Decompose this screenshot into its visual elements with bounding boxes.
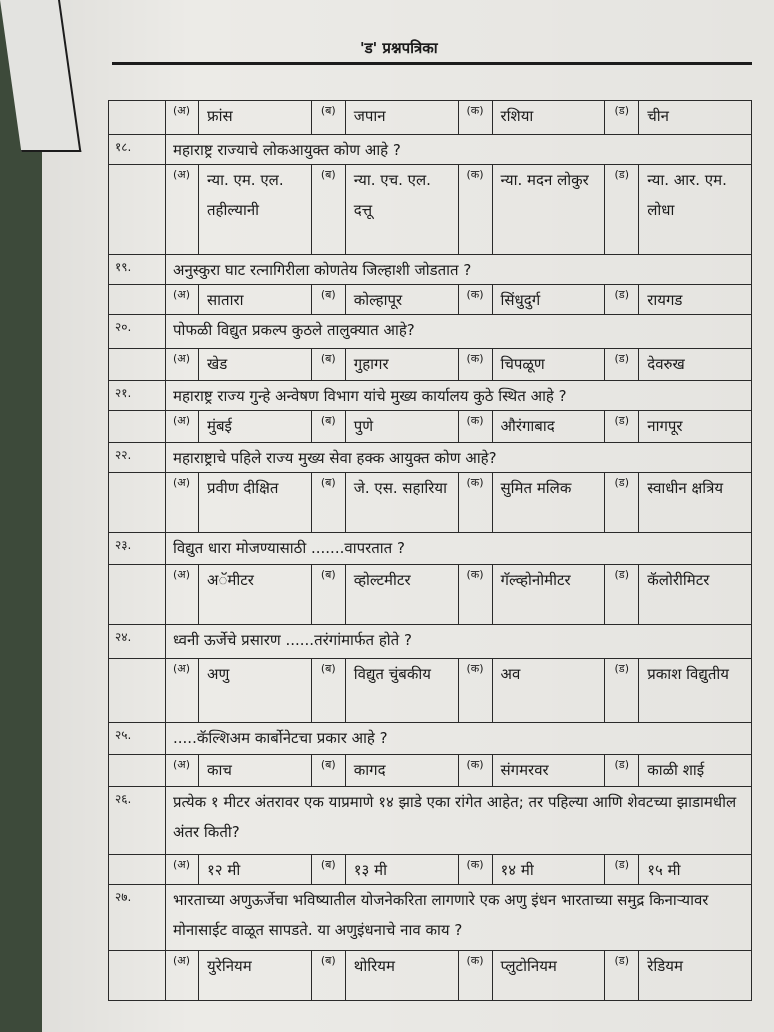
option-text: प्रकाश विद्युतीय [647, 665, 729, 683]
option-text: सातारा [207, 291, 244, 309]
option-label: (ड) [605, 855, 639, 884]
question-number-spacer [109, 855, 165, 884]
option-label: (अ) [165, 565, 199, 624]
option-text: चीन [647, 107, 669, 125]
options-group [165, 755, 751, 786]
question-number: २१. [115, 386, 132, 400]
option-label: (ड) [605, 101, 639, 134]
option-text: सिंधुदुर्ग [500, 291, 541, 309]
question-number-spacer [109, 411, 165, 442]
option-label: (ब) [312, 349, 346, 380]
option-text: प्रवीण दीक्षित [207, 479, 279, 497]
option-text: व्होल्टमीटर [353, 571, 411, 589]
options-row [109, 410, 751, 442]
option-cell [459, 349, 606, 380]
option-cell [165, 755, 312, 786]
options-row [109, 658, 751, 722]
option-cell [165, 855, 312, 884]
option-text: १४ मी [500, 861, 534, 879]
option-label: (ड) [605, 755, 639, 786]
option-label: (ब) [312, 285, 346, 314]
option-text: अॅमीटर [207, 571, 254, 589]
option-cell [605, 101, 751, 134]
option-cell [459, 285, 606, 314]
option-text: न्या. आर. एम. लोधा [647, 171, 727, 219]
option-label: (ब) [312, 165, 346, 254]
option-text: नागपूर [647, 417, 683, 435]
question-number-spacer [109, 473, 165, 532]
question-number: २६. [115, 792, 132, 806]
options-group [165, 659, 751, 722]
question-number: १९. [115, 260, 132, 274]
option-label: (ब) [312, 411, 346, 442]
option-text: न्या. एच. एल. दत्तू [353, 171, 431, 219]
option-text: खेड [207, 355, 228, 373]
option-cell [312, 101, 459, 134]
options-row [109, 564, 751, 624]
options-group [165, 855, 751, 884]
question-number: २४. [115, 630, 132, 644]
options-row [109, 100, 751, 134]
option-cell [312, 411, 459, 442]
option-cell [605, 349, 751, 380]
option-text: १५ मी [647, 861, 681, 879]
options-row [109, 950, 751, 1000]
option-label: (क) [459, 101, 493, 134]
option-label: (ब) [312, 659, 346, 722]
option-cell [165, 349, 312, 380]
question-row [109, 722, 751, 754]
option-label: (क) [459, 285, 493, 314]
question-row [109, 380, 751, 410]
option-label: (ब) [312, 473, 346, 532]
option-cell [459, 165, 606, 254]
question-number-spacer [109, 565, 165, 624]
question-text: अनुस्कुरा घाट रत्नागिरीला कोणतेय जिल्हाशी जोडतात ? [173, 261, 472, 279]
option-cell [312, 473, 459, 532]
question-text: .....कॅल्शिअम कार्बोनेटचा प्रकार आहे ? [173, 729, 388, 747]
options-row [109, 164, 751, 254]
options-group [165, 101, 751, 134]
option-cell [165, 659, 312, 722]
option-label: (क) [459, 411, 493, 442]
option-text: कॅलोरीमिटर [647, 571, 710, 589]
option-cell [312, 565, 459, 624]
option-label: (अ) [165, 411, 199, 442]
option-cell [165, 101, 312, 134]
question-number-spacer [109, 951, 165, 1000]
option-label: (क) [459, 565, 493, 624]
option-cell [605, 165, 751, 254]
question-number-spacer [109, 101, 165, 134]
option-cell [605, 659, 751, 722]
option-cell [605, 755, 751, 786]
options-group [165, 411, 751, 442]
option-label: (अ) [165, 855, 199, 884]
option-cell [605, 565, 751, 624]
option-text: काच [207, 761, 232, 779]
question-number: २०. [115, 320, 132, 334]
option-cell [312, 285, 459, 314]
option-text: १२ मी [207, 861, 241, 879]
option-cell [459, 473, 606, 532]
option-label: (क) [459, 659, 493, 722]
question-row [109, 884, 751, 950]
option-text: गुहागर [353, 355, 389, 373]
option-text: अव [500, 665, 521, 683]
options-row [109, 472, 751, 532]
option-text: संगमरवर [500, 761, 549, 779]
question-number: २३. [115, 538, 132, 552]
options-row [109, 854, 751, 884]
options-group [165, 565, 751, 624]
option-label: (ब) [312, 951, 346, 1000]
option-cell [165, 285, 312, 314]
option-cell [165, 951, 312, 1000]
options-row [109, 754, 751, 786]
option-cell [165, 165, 312, 254]
question-text: विद्युत धारा मोजण्यासाठी .......वापरतात ? [173, 539, 405, 557]
options-group [165, 951, 751, 1000]
option-label: (ड) [605, 165, 639, 254]
option-cell [165, 411, 312, 442]
option-label: (क) [459, 951, 493, 1000]
option-text: १३ मी [353, 861, 387, 879]
option-text: विद्युत चुंबकीय [353, 665, 431, 683]
option-text: युरेनियम [207, 957, 252, 975]
option-text: प्लुटोनियम [500, 957, 557, 975]
option-text: न्या. मदन लोकुर [500, 171, 589, 189]
option-text: सुमित मलिक [500, 479, 572, 497]
option-cell [312, 349, 459, 380]
option-text: कोल्हापूर [353, 291, 403, 309]
option-text: रशिया [500, 107, 534, 125]
option-label: (क) [459, 349, 493, 380]
question-number: १८. [115, 140, 132, 154]
option-label: (ड) [605, 349, 639, 380]
question-row [109, 624, 751, 658]
question-text: महाराष्ट्र राज्य गुन्हे अन्वेषण विभाग यांचे मुख्य कार्यालय कुठे स्थित आहे ? [173, 387, 567, 405]
question-row [109, 442, 751, 472]
option-label: (क) [459, 855, 493, 884]
option-label: (ब) [312, 755, 346, 786]
option-text: स्वाधीन क्षत्रिय [647, 479, 724, 497]
question-text: महाराष्ट्राचे पहिले राज्य मुख्य सेवा हक्क आयुक्त कोण आहे? [173, 449, 497, 467]
option-cell [312, 659, 459, 722]
option-cell [312, 951, 459, 1000]
option-text: थोरियम [353, 957, 395, 975]
question-row [109, 532, 751, 564]
option-cell [605, 411, 751, 442]
option-label: (ड) [605, 285, 639, 314]
option-label: (अ) [165, 755, 199, 786]
question-row [109, 314, 751, 348]
option-text: रेडियम [647, 957, 683, 975]
option-label: (अ) [165, 349, 199, 380]
option-label: (ड) [605, 565, 639, 624]
option-cell [605, 951, 751, 1000]
option-cell [312, 855, 459, 884]
question-row [109, 254, 751, 284]
option-text: मुंबई [207, 417, 232, 435]
option-text: जे. एस. सहारिया [353, 479, 447, 497]
option-cell [459, 951, 606, 1000]
option-text: फ्रांस [207, 107, 233, 125]
option-cell [459, 755, 606, 786]
option-cell [605, 473, 751, 532]
question-table [108, 100, 752, 1001]
option-label: (ड) [605, 411, 639, 442]
options-row [109, 284, 751, 314]
question-number: २५. [115, 728, 132, 742]
question-text: भारताच्या अणुऊर्जेचा भविष्यातील योजनेकरिता लागणारे एक अणु इंधन भारताच्या समुद्र किनाऱ्यावर मोनासाईट वाळूत सापडते. या अणुइंधनाचे नाव काय ? [173, 891, 709, 939]
header-rule [112, 62, 752, 65]
option-label: (ब) [312, 565, 346, 624]
option-label: (क) [459, 165, 493, 254]
question-text: ध्वनी ऊर्जेचे प्रसारण ......तरंगांमार्फत होते ? [173, 631, 412, 649]
option-text: औरंगाबाद [500, 417, 555, 435]
option-text: गॅल्व्होनोमीटर [500, 571, 571, 589]
option-label: (ड) [605, 473, 639, 532]
option-label: (क) [459, 755, 493, 786]
question-number-spacer [109, 349, 165, 380]
question-text: महाराष्ट्र राज्याचे लोकआयुक्त कोण आहे ? [173, 141, 401, 159]
option-label: (ड) [605, 951, 639, 1000]
question-number-spacer [109, 659, 165, 722]
options-group [165, 165, 751, 254]
option-cell [459, 101, 606, 134]
options-row [109, 348, 751, 380]
question-row [109, 134, 751, 164]
page-title: 'ड' प्रश्नपत्रिका [360, 39, 438, 57]
option-cell [459, 411, 606, 442]
question-number-spacer [109, 285, 165, 314]
question-number: २२. [115, 448, 132, 462]
option-cell [605, 285, 751, 314]
option-cell [312, 755, 459, 786]
option-cell [459, 855, 606, 884]
option-cell [165, 473, 312, 532]
option-text: काळी शाई [647, 761, 705, 779]
question-text: पोफळी विद्युत प्रकल्प कुठले तालुक्यात आहे? [173, 321, 415, 339]
option-cell [459, 565, 606, 624]
option-text: जपान [353, 107, 386, 125]
options-group [165, 285, 751, 314]
question-number-spacer [109, 755, 165, 786]
option-label: (अ) [165, 659, 199, 722]
option-text: रायगड [647, 291, 683, 309]
options-group [165, 349, 751, 380]
option-label: (अ) [165, 951, 199, 1000]
question-number-spacer [109, 165, 165, 254]
option-label: (अ) [165, 285, 199, 314]
option-label: (अ) [165, 165, 199, 254]
option-text: कागद [353, 761, 386, 779]
option-label: (अ) [165, 473, 199, 532]
option-text: चिपळूण [500, 355, 545, 373]
option-cell [459, 659, 606, 722]
option-label: (ब) [312, 855, 346, 884]
question-text: प्रत्येक १ मीटर अंतरावर एक याप्रमाणे १४ झाडे एका रांगेत आहेत; तर पहिल्या आणि शेवटच्या झाडामधील अंतर किती? [173, 793, 737, 841]
option-text: देवरुख [647, 355, 685, 373]
option-label: (क) [459, 473, 493, 532]
option-cell [312, 165, 459, 254]
options-group [165, 473, 751, 532]
option-text: न्या. एम. एल. तहील्यानी [207, 171, 284, 219]
option-cell [165, 565, 312, 624]
option-text: पुणे [353, 417, 374, 435]
question-number: २७. [115, 890, 132, 904]
option-label: (अ) [165, 101, 199, 134]
question-row [109, 786, 751, 854]
option-text: अणु [207, 665, 230, 683]
option-cell [605, 855, 751, 884]
option-label: (ब) [312, 101, 346, 134]
option-label: (ड) [605, 659, 639, 722]
